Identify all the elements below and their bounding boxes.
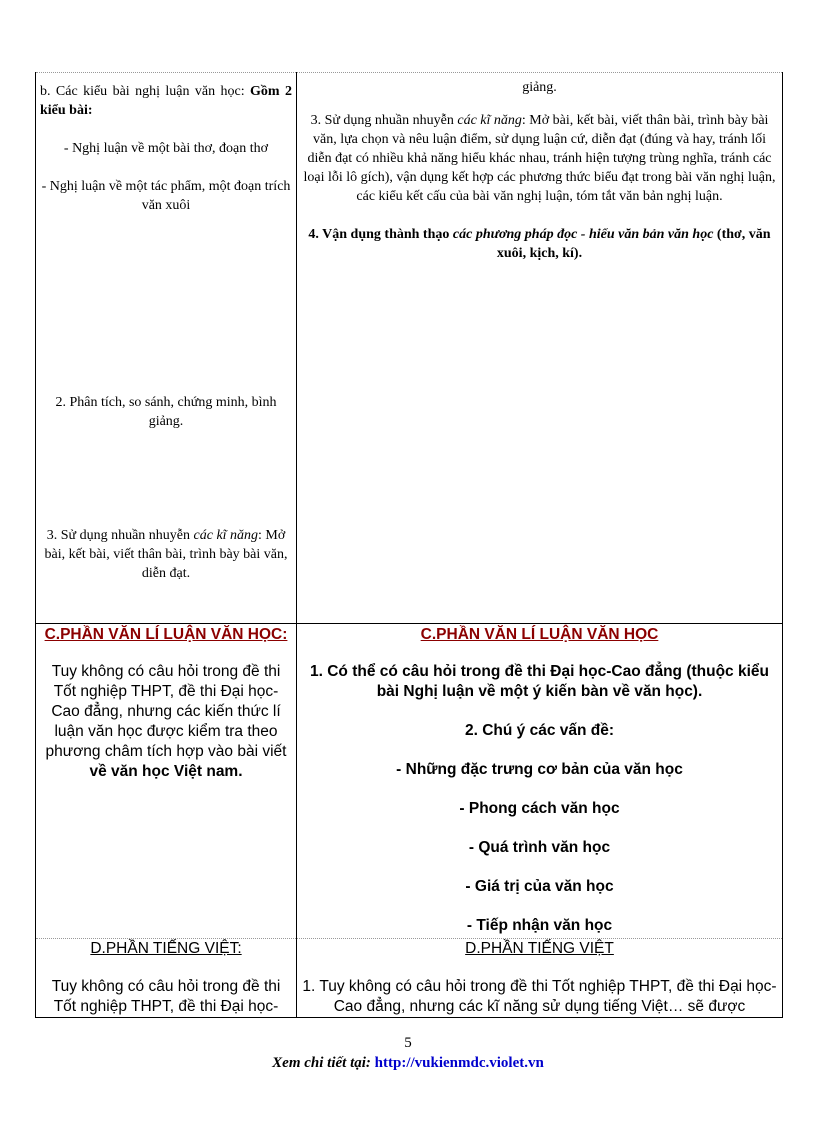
- skills-italic: các kĩ năng: [193, 528, 259, 543]
- kind-item-prose: - Nghị luận về một tác phẩm, một đoạn trích văn xuôi: [41, 179, 291, 213]
- section-c-left-cell: [36, 624, 297, 939]
- skills-rest: : Mở bài, kết bài, viết thân bài, trình bày bài văn, diễn đạt.: [44, 528, 288, 581]
- section-d-left-body: Tuy không có câu hỏi trong đề thi Tốt nghiệp THPT, đề thi Đại học-: [51, 978, 281, 1015]
- section-c-left-bold: về văn học Việt nam.: [89, 763, 243, 780]
- footer-label: Xem chi tiết tại:: [272, 1055, 375, 1071]
- reading-method-paragraph: [301, 225, 778, 263]
- section-c-point-2: 2. Chú ý các vấn đề:: [464, 722, 615, 739]
- list-item: - Giá trị của văn học: [465, 878, 614, 895]
- list-item: - Những đặc trưng cơ bản của văn học: [396, 761, 683, 778]
- reading-italic: các phương pháp đọc - hiểu văn bản văn học: [452, 227, 714, 242]
- section-c-point-1: 1. Có thể có câu hỏi trong đề thi Đại học-Cao đẳng (thuộc kiểu bài Nghị luận về một ý kiến bàn về văn học).: [310, 663, 769, 700]
- footer-source: [0, 1055, 816, 1072]
- kinds-heading-text: b. Các kiểu bài nghị luận văn học:: [40, 84, 251, 99]
- analysis-item: 2. Phân tích, so sánh, chứng minh, bình giảng.: [55, 395, 277, 429]
- skills-para-prefix: 3. Sử dụng nhuần nhuyễn: [310, 113, 458, 128]
- section-b-left-cell: [36, 73, 297, 624]
- kind-item-poem: - Nghị luận về một bài thơ, đoạn thơ: [63, 141, 269, 156]
- list-item: - Tiếp nhận văn học: [466, 917, 613, 934]
- section-b-right-cell: [297, 73, 783, 624]
- skills-para-italic: các kĩ năng: [457, 113, 522, 128]
- section-c-left-text: Tuy không có câu hỏi trong đề thi Tốt nghiệp THPT, đề thi Đại học-Cao đẳng, nhưng các kiến thức lí luận văn học được kiểm tra theo phương châm tích hợp vào bài viết: [45, 663, 287, 760]
- carryover-word: giảng.: [522, 80, 557, 95]
- section-d-right-body: 1. Tuy không có câu hỏi trong đề thi Tốt nghiệp THPT, đề thi Đại học-Cao đẳng, nhưng các kĩ năng sử dụng tiếng Việt… sẽ được: [302, 978, 777, 1015]
- skills-prefix: 3. Sử dụng nhuần nhuyễn: [46, 528, 194, 543]
- section-d-left-cell: [36, 939, 297, 1018]
- source-link[interactable]: http://vukienmdc.violet.vn: [374, 1055, 544, 1071]
- reading-prefix: 4. Vận dụng thành thạo: [308, 227, 453, 242]
- section-d-right-heading: D.PHẦN TIẾNG VIỆT: [465, 940, 614, 957]
- content-table: [35, 72, 783, 1018]
- section-c-right-cell: [297, 624, 783, 939]
- table-row: [36, 624, 783, 939]
- kinds-heading-bold: Gồm 2 kiểu bài:: [40, 84, 292, 118]
- reading-rest: (thơ, văn xuôi, kịch, kí).: [496, 227, 771, 261]
- skills-item: [40, 526, 292, 583]
- list-item: - Phong cách văn học: [459, 800, 620, 817]
- table-row: [36, 73, 783, 624]
- skills-para-rest: : Mở bài, kết bài, viết thân bài, trình bày bài văn, lựa chọn và nêu luận điểm, sử dụng luận cứ, diễn đạt (đúng và hay, tránh lối diễn đạt có nhiều khả năng hiểu khác nhau, tránh hiện tượng trùng nghĩa, tránh các loại lỗi lô gích), vận dụng kết hợp các phương thức biểu đạt trong bài văn nghị luận, các kiểu kết cấu của bài văn nghị luận, tóm tắt văn bản nghị luận.: [303, 113, 776, 204]
- section-d-right-cell: [297, 939, 783, 1018]
- section-c-left-heading: C.PHẦN VĂN LÍ LUẬN VĂN HỌC:: [44, 626, 288, 643]
- list-item: - Quá trình văn học: [468, 839, 611, 856]
- page-number: 5: [404, 1035, 412, 1051]
- section-d-left-heading: D.PHẦN TIẾNG VIỆT:: [90, 940, 242, 957]
- kinds-heading: [40, 82, 292, 120]
- skills-paragraph: [301, 111, 778, 206]
- section-c-left-body: [40, 662, 292, 782]
- table-row: [36, 939, 783, 1018]
- section-c-right-heading: C.PHẦN VĂN LÍ LUẬN VĂN HỌC: [420, 626, 659, 643]
